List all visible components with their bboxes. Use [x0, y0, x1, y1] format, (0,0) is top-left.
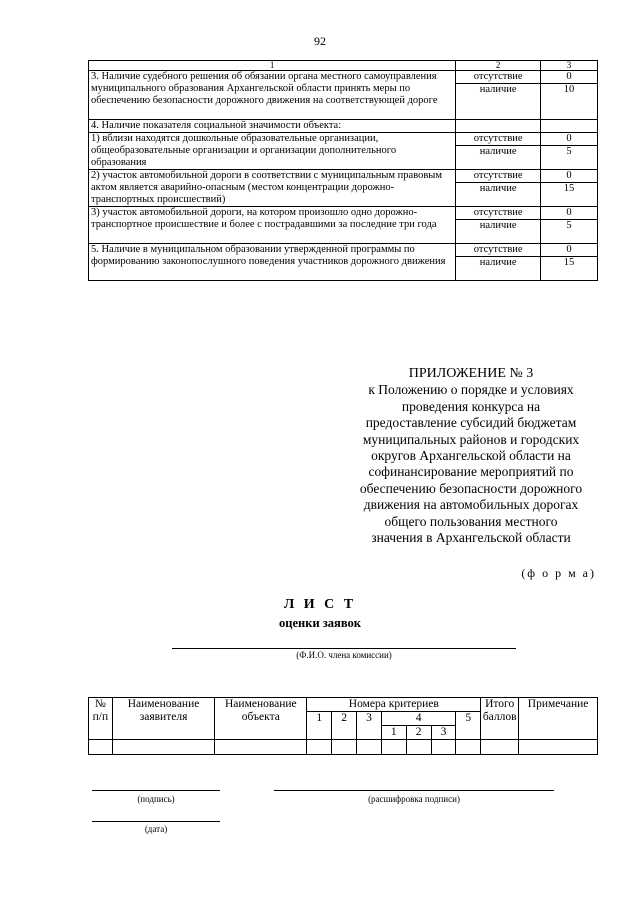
option-score: 15	[541, 257, 598, 281]
list-title: Л И С Т	[283, 597, 357, 612]
empty-cell	[541, 120, 598, 133]
empty-cell	[481, 740, 519, 755]
date-caption: (дата)	[144, 824, 168, 834]
list-subtitle: оценки заявок	[279, 616, 361, 630]
col-criteria: Номера критериев	[307, 698, 481, 712]
empty-cell	[381, 740, 406, 755]
criterion-text: 4. Наличие показателя социальной значимости объекта:	[89, 120, 456, 133]
criterion-number: 4	[381, 712, 455, 726]
criterion-text: 5. Наличие в муниципальном образовании утвержденной программы по формированию законопослушного поведения участников дорожного движения	[89, 244, 456, 281]
criterion-text: 1) вблизи находятся дошкольные образовательные организации, общеобразовательные организации и организации дополнительного образования	[89, 133, 456, 170]
appendix-line: муниципальных районов и городских	[362, 431, 580, 447]
criterion-number: 5	[456, 712, 481, 740]
col-object: Наименование объекта	[215, 698, 307, 740]
evaluation-table	[88, 697, 598, 755]
criteria-table	[88, 60, 598, 281]
table-row	[89, 740, 598, 755]
decoding-line	[274, 790, 554, 791]
table-row	[89, 170, 598, 183]
table-row	[89, 133, 598, 146]
option-score: 0	[541, 170, 598, 183]
appendix-block	[336, 366, 606, 546]
option-score: 5	[541, 146, 598, 170]
date-line	[92, 821, 220, 822]
table-row	[89, 207, 598, 220]
option-score: 0	[541, 71, 598, 84]
decoding-caption: (расшифровка подписи)	[368, 794, 460, 804]
col-number: № п/п	[89, 698, 113, 740]
appendix-title: ПРИЛОЖЕНИЕ № 3	[408, 366, 534, 381]
criterion-number: 2	[332, 712, 357, 740]
eval-header-row	[89, 698, 598, 712]
criterion-text: 3. Наличие судебного решения об обязании органа местного самоуправления муниципального образования Архангельской области принять меры по обеспечению безопасности дорожного движения на соответствующей дороге	[89, 71, 456, 120]
option-label: наличие	[456, 257, 541, 281]
empty-cell	[112, 740, 214, 755]
option-label: наличие	[456, 84, 541, 120]
table-row	[89, 120, 598, 133]
page-number: 92	[314, 34, 326, 48]
appendix-line: к Положению о порядке и условиях	[368, 382, 574, 398]
col-applicant: Наименование заявителя	[112, 698, 214, 740]
table-row	[89, 244, 598, 257]
empty-cell	[89, 740, 113, 755]
appendix-line: округов Архангельской области на	[371, 448, 571, 464]
option-label: наличие	[456, 146, 541, 170]
appendix-line: движения на автомобильных дорогах	[363, 497, 579, 513]
appendix-line: предоставление субсидий бюджетам	[365, 415, 577, 431]
header-cell: 1	[89, 61, 456, 71]
criterion-text: 2) участок автомобильной дороги в соответствии с муниципальным правовым актом является аварийно-опасным (местом концентрации дорожно-транспортных происшествий)	[89, 170, 456, 207]
member-name-line	[172, 648, 516, 649]
appendix-line: проведения конкурса на	[401, 398, 541, 414]
appendix-line: значения в Архангельской области	[371, 530, 571, 546]
empty-cell	[431, 740, 456, 755]
option-score: 5	[541, 220, 598, 244]
empty-cell	[307, 740, 332, 755]
empty-cell	[406, 740, 431, 755]
option-label: отсутствие	[456, 244, 541, 257]
option-label: отсутствие	[456, 207, 541, 220]
empty-cell	[456, 120, 541, 133]
option-label: наличие	[456, 220, 541, 244]
empty-cell	[332, 740, 357, 755]
signature-line	[92, 790, 220, 791]
option-score: 0	[541, 133, 598, 146]
option-score: 15	[541, 183, 598, 207]
signature-caption: (подпись)	[137, 794, 175, 804]
table-row	[89, 71, 598, 84]
option-score: 0	[541, 207, 598, 220]
option-label: наличие	[456, 183, 541, 207]
criteria-table-header	[89, 61, 598, 71]
header-cell: 2	[456, 61, 541, 71]
col-total: Итого баллов	[481, 698, 519, 740]
form-note: (ф о р м а)	[521, 566, 596, 580]
option-score: 0	[541, 244, 598, 257]
criterion-text: 3) участок автомобильной дороги, на котором произошло одно дорожно-транспортное происшествие и более с пострадавшими за последние три года	[89, 207, 456, 244]
sub-criterion-number: 3	[431, 726, 456, 740]
criterion-number: 3	[357, 712, 382, 740]
empty-cell	[215, 740, 307, 755]
sub-criterion-number: 1	[381, 726, 406, 740]
col-note: Примечание	[519, 698, 598, 740]
sub-criterion-number: 2	[406, 726, 431, 740]
appendix-line: общего пользования местного	[384, 513, 558, 529]
member-caption: (Ф.И.О. члена комиссии)	[296, 650, 392, 660]
option-label: отсутствие	[456, 133, 541, 146]
criterion-number: 1	[307, 712, 332, 740]
appendix-line: софинансирование мероприятий по	[368, 464, 574, 480]
option-label: отсутствие	[456, 71, 541, 84]
empty-cell	[519, 740, 598, 755]
empty-cell	[456, 740, 481, 755]
empty-cell	[357, 740, 382, 755]
option-score: 10	[541, 84, 598, 120]
header-cell: 3	[541, 61, 598, 71]
option-label: отсутствие	[456, 170, 541, 183]
appendix-line: обеспечению безопасности дорожного	[359, 480, 583, 496]
